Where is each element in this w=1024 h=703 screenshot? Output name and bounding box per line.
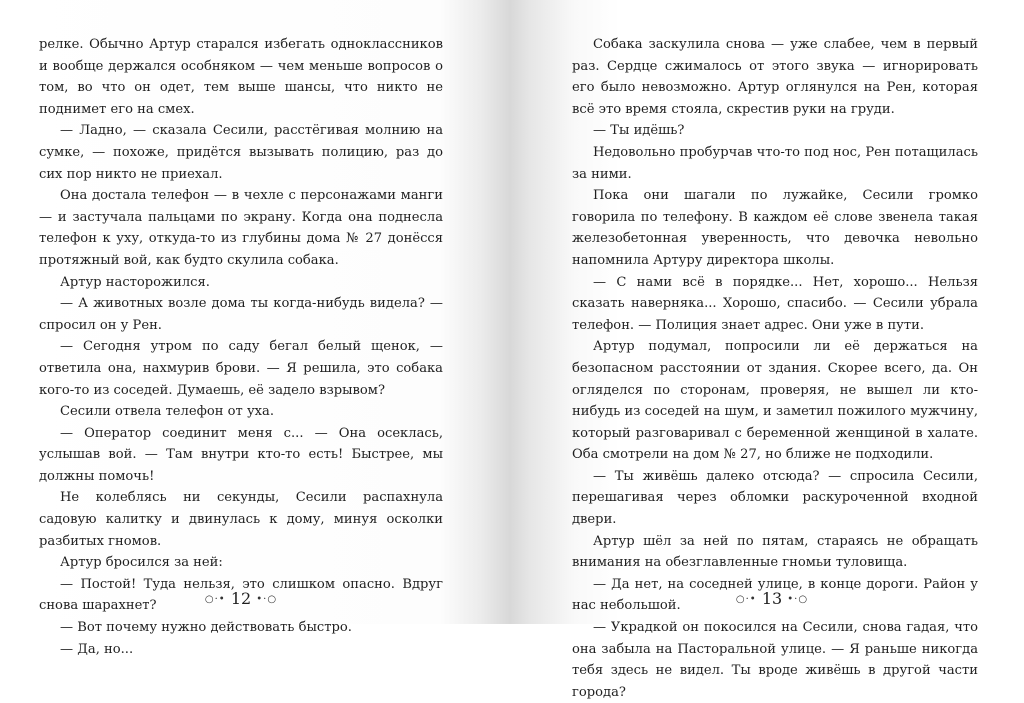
paragraph: — С нами всё в порядке... Нет, хорошо... Нельзя сказать наверняка... Хорошо, спасибо. — Сесили убрала телефон. — Полиция знает адрес. Они уже в пути. [572,274,978,333]
ornament-icon: ○·• [735,594,757,605]
page-number-left [191,589,291,608]
paragraph: — Оператор соединит меня с... — Она осеклась, услышав вой. — Там внутри кто-то есть! Быстрее, мы должны помочь! [39,425,443,484]
paragraph: Сесили отвела телефон от уха. [60,404,274,420]
paragraph: Собака заскулила снова — уже слабее, чем в первый раз. Сердце сжималось от этого звука — игнорировать его было невозможно. Артур оглянулся на Рен, которая всё это время стояла, скрестив руки на груди. [572,37,978,117]
paragraph: Не колеблясь ни секунды, Сесили распахнула садовую калитку и двинулась к дому, минуя осколки разбитых гномов. [39,490,443,549]
paragraph: — Вот почему нужно действовать быстро. [60,620,352,636]
page-number-text: 13 [761,589,783,608]
paragraph: релке. Обычно Артур старался избегать одноклассников и вообще держался особняком — чем меньше вопросов о том, во что он одет, тем выше шансы, что никто не поднимет его на смех. [39,37,443,117]
paragraph: Артур шёл за ней по пятам, стараясь не обращать внимания на обезглавленные гномьи туловища. [572,533,978,571]
paragraph: — Ты живёшь далеко отсюда? — спросила Сесили, перешагивая через обломки раскуроченной входной двери. [572,468,978,528]
paragraph: Артур бросился за ней: [60,555,223,571]
page-number-text: 12 [230,589,252,608]
paragraph: — Да, но... [60,641,134,657]
paragraph: — Украдкой он покосился на Сесили, снова гадая, что она забыла на Пасторальной улице. — Я раньше никогда тебя здесь не видел. Ты вроде живёшь в другой части города? [572,620,978,700]
ornament-icon: ○·• [204,594,226,605]
paragraph: — Ты идёшь? [593,123,685,139]
paragraph: Пока они шагали по лужайке, Сесили громко говорила по телефону. В каждом её слове звенела такая железобетонная уверенность, что девочка невольно напомнила Артуру директора школы. [572,188,978,268]
paragraph: — Ладно, — сказала Сесили, расстёгивая молнию на сумке, — похоже, придётся вызывать полицию, раз до сих пор никто не приехал. [39,123,443,182]
paragraph: Недовольно пробурчав что-то под нос, Рен потащилась за ними. [572,144,978,182]
paragraph: Артур подумал, попросили ли её держаться на безопасном расстоянии от здания. Скорее всего, да. Он огляделся по сторонам, проверяя, не вышел ли кто-нибудь из соседей на шум, и заметил пожилого мужчину, который разговаривал с беременной женщиной в халате. Оба смотрели на дом № 27, но ближе не подходили. [572,339,978,463]
left-page [39,34,443,660]
paragraph: — Постой! Туда нельзя, это слишком опасно. Вдруг снова шарахнет? [39,576,443,614]
paragraph: Она достала телефон — в чехле с персонажами манги — и застучала пальцами по экрану. Когда она поднесла телефон к уху, откуда-то из глубины дома № 27 донёсся протяжный вой, как будто скулила собака. [39,188,443,268]
page-number-right [722,589,822,608]
paragraph: — Сегодня утром по саду бегал белый щенок, — ответила она, нахмурив брови. — Я решила, это собака кого-то из соседей. Думаешь, её задело взрывом? [39,339,443,398]
paragraph: Артур насторожился. [60,274,210,290]
ornament-icon: •·○ [256,594,278,605]
paragraph: — Да нет, на соседней улице, в конце дороги. Район у нас небольшой. [572,576,978,614]
paragraph: — А животных возле дома ты когда-нибудь видела? — спросил он у Рен. [39,296,443,333]
ornament-icon: •·○ [787,594,809,605]
